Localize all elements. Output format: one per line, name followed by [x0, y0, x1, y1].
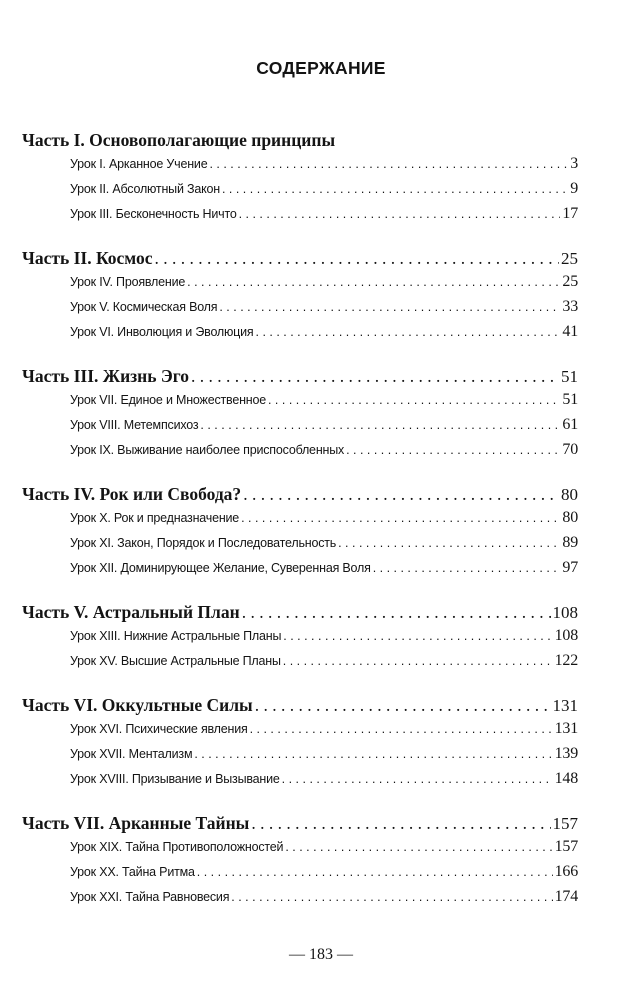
lesson-page-number: 157	[554, 838, 578, 855]
toc-lesson-entry	[70, 559, 578, 584]
dot-leader	[373, 561, 561, 575]
part-page-number: 157	[552, 814, 578, 833]
table-of-contents	[0, 130, 642, 931]
lesson-page-number: 3	[570, 155, 578, 172]
dot-leader	[191, 366, 559, 387]
lesson-page-number: 17	[562, 205, 578, 222]
toc-part	[0, 130, 642, 230]
lesson-title: Урок XVII. Ментализм	[70, 747, 193, 761]
toc-part	[0, 248, 642, 348]
toc-part	[0, 484, 642, 584]
toc-lesson-entry	[70, 838, 578, 863]
lesson-page-number: 9	[570, 180, 578, 197]
toc-part	[0, 695, 642, 795]
lesson-page-number: 166	[554, 863, 578, 880]
toc-part-heading	[22, 695, 578, 720]
toc-part	[0, 813, 642, 913]
lesson-title: Урок VI. Инволюция и Эволюция	[70, 325, 254, 339]
dot-leader	[242, 602, 551, 623]
toc-lesson-entry	[70, 441, 578, 466]
dot-leader	[285, 840, 552, 854]
page-number-footer: — 183 —	[289, 946, 353, 963]
lesson-page-number: 41	[562, 323, 578, 340]
dot-leader	[231, 890, 552, 904]
toc-part-heading	[22, 248, 578, 273]
lesson-title: Урок XV. Высшие Астральные Планы	[70, 654, 281, 668]
toc-lesson-entry	[70, 323, 578, 348]
dot-leader	[268, 393, 560, 407]
lesson-title: Урок XVIII. Призывание и Вызывание	[70, 772, 280, 786]
toc-lesson-entry	[70, 391, 578, 416]
dot-leader	[241, 511, 560, 525]
dot-leader	[255, 695, 551, 716]
toc-part	[0, 366, 642, 466]
lesson-page-number: 89	[562, 534, 578, 551]
toc-lesson-entry	[70, 416, 578, 441]
toc-lesson-entry	[70, 888, 578, 913]
lesson-page-number: 33	[562, 298, 578, 315]
lesson-title: Урок XVI. Психические явления	[70, 722, 248, 736]
lesson-page-number: 97	[562, 559, 578, 576]
toc-lesson-entry	[70, 205, 578, 230]
part-page-number: 25	[561, 249, 578, 268]
lesson-page-number: 25	[562, 273, 578, 290]
part-title: Часть VII. Арканные Тайны	[22, 813, 250, 833]
lesson-page-number: 174	[554, 888, 578, 905]
page-title: СОДЕРЖАНИЕ	[256, 58, 386, 78]
toc-lesson-entry	[70, 180, 578, 205]
dot-leader	[219, 300, 560, 314]
lesson-page-number: 80	[562, 509, 578, 526]
lesson-title: Урок V. Космическая Воля	[70, 300, 218, 314]
toc-part-heading	[22, 484, 578, 509]
lesson-page-number: 131	[554, 720, 578, 737]
toc-lesson-entry	[70, 627, 578, 652]
lesson-title: Урок XX. Тайна Ритма	[70, 865, 195, 879]
part-page-number: 131	[552, 696, 578, 715]
part-title: Часть III. Жизнь Эго	[22, 366, 190, 386]
part-title: Часть V. Астральный План	[22, 602, 240, 622]
dot-leader	[256, 325, 561, 339]
dot-leader	[209, 157, 568, 171]
lesson-title: Урок XIX. Тайна Противоположностей	[70, 840, 284, 854]
dot-leader	[187, 275, 560, 289]
lesson-title: Урок XXI. Тайна Равновесия	[70, 890, 230, 904]
part-page-number: 51	[561, 367, 578, 386]
toc-lesson-entry	[70, 652, 578, 677]
lesson-page-number: 61	[562, 416, 578, 433]
part-page-number: 80	[561, 485, 578, 504]
toc-lesson-entry	[70, 720, 578, 745]
dot-leader	[243, 484, 559, 505]
lesson-title: Урок I. Арканное Учение	[70, 157, 208, 171]
part-title: Часть IV. Рок или Свобода?	[22, 484, 242, 504]
dot-leader	[197, 865, 553, 879]
part-page-number: 108	[552, 603, 578, 622]
toc-lesson-entry	[70, 298, 578, 323]
lesson-title: Урок X. Рок и предназначение	[70, 511, 240, 525]
toc-lesson-entry	[70, 745, 578, 770]
dot-leader	[283, 629, 552, 643]
lesson-page-number: 51	[562, 391, 578, 408]
toc-part	[0, 602, 642, 677]
dot-leader	[200, 418, 560, 432]
lesson-title: Урок IX. Выживание наиболее приспособленных	[70, 443, 345, 457]
lesson-page-number: 139	[554, 745, 578, 762]
dot-leader	[222, 182, 568, 196]
part-title: Часть VI. Оккультные Силы	[22, 695, 253, 715]
dot-leader	[251, 813, 550, 834]
toc-part-heading	[22, 366, 578, 391]
dot-leader	[194, 747, 552, 761]
part-title: Часть I. Основополагающие принципы	[22, 130, 336, 150]
toc-part-heading	[22, 130, 578, 155]
lesson-title: Урок VIII. Метемпсихоз	[70, 418, 199, 432]
dot-leader	[155, 248, 560, 269]
lesson-title: Урок XIII. Нижние Астральные Планы	[70, 629, 282, 643]
part-title: Часть II. Космос	[22, 248, 153, 268]
toc-lesson-entry	[70, 509, 578, 534]
lesson-title: Урок XII. Доминирующее Желание, Суверенная Воля	[70, 561, 371, 575]
toc-lesson-entry	[70, 273, 578, 298]
lesson-title: Урок IV. Проявление	[70, 275, 186, 289]
lesson-title: Урок VII. Единое и Множественное	[70, 393, 266, 407]
toc-part-heading	[22, 602, 578, 627]
lesson-page-number: 148	[554, 770, 578, 787]
lesson-title: Урок III. Бесконечность Ничто	[70, 207, 237, 221]
dot-leader	[346, 443, 560, 457]
toc-lesson-entry	[70, 534, 578, 559]
lesson-page-number: 108	[554, 627, 578, 644]
lesson-page-number: 122	[554, 652, 578, 669]
lesson-title: Урок XI. Закон, Порядок и Последовательность	[70, 536, 337, 550]
dot-leader	[239, 207, 561, 221]
toc-lesson-entry	[70, 863, 578, 888]
dot-leader	[283, 654, 553, 668]
toc-lesson-entry	[70, 155, 578, 180]
dot-leader	[250, 722, 553, 736]
toc-part-heading	[22, 813, 578, 838]
dot-leader	[338, 536, 560, 550]
lesson-page-number: 70	[562, 441, 578, 458]
toc-lesson-entry	[70, 770, 578, 795]
lesson-title: Урок II. Абсолютный Закон	[70, 182, 220, 196]
dot-leader	[282, 772, 553, 786]
